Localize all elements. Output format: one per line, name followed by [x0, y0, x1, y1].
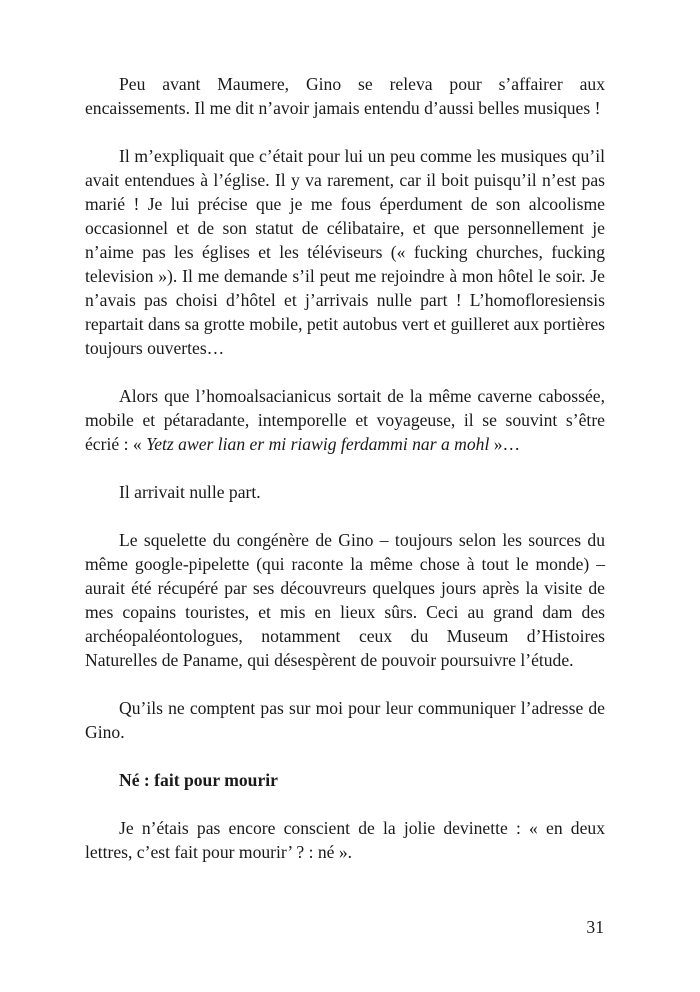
paragraph-3 [85, 384, 605, 456]
paragraph-6: Qu’ils ne comptent pas sur moi pour leur communiquer l’adresse de Gino. [85, 698, 605, 742]
page-number: 31 [586, 917, 604, 937]
paragraph-2: Il m’expliquait que c’était pour lui un peu comme les musiques qu’il avait entendues à l’église. Il y va rarement, car il boit puisqu’il n’est pas marié ! Je lui précise que je me fous éperdument de son alcoolisme occasionnel et de son statut de célibataire, et que personnellement je n’aime pas les églises et les téléviseurs (« fucking churches, fucking television »). Il me demande s’il peut me rejoindre à mon hôtel le soir. Je n’avais pas choisi d’hôtel et j’arrivais nulle part ! L’homofloresiensis repartait dans sa grotte mobile, petit autobus vert et guilleret aux portières toujours ouvertes… [85, 146, 605, 358]
paragraph-4: Il arrivait nulle part. [119, 482, 261, 502]
paragraph-5: Le squelette du congénère de Gino – toujours selon les sources du même google-pipelette (qui raconte la même chose à tout le monde) – aurait été récupéré par ses découvreurs quelques jours après la visite de mes copains touristes, et mis en lieux sûrs. Ceci au grand dam des archéopaléontologues, notamment ceux du Museum d’Histoires Naturelles de Paname, qui désespèrent de pouvoir poursuivre l’étude. [85, 530, 605, 670]
section-heading: Né : fait pour mourir [119, 770, 278, 790]
alsatian-quote: Yetz awer lian er mi riawig ferdammi nar a mohl [146, 434, 490, 454]
paragraph-3-text-after: »… [489, 434, 521, 454]
paragraph-3-text-before: Alors que l’homoalsacianicus sortait de la même caverne cabossée, mobile et pétaradante, intemporelle et voyageuse, il se souvint s’être écrié : « [85, 386, 605, 454]
paragraph-1: Peu avant Maumere, Gino se releva pour s’affairer aux encaissements. Il me dit n’avoir jamais entendu d’aussi belles musiques ! [85, 74, 605, 118]
closing-paragraph: Je n’étais pas encore conscient de la jolie devinette : « en deux lettres, c’est fait pour mourir’ ? : né ». [85, 818, 605, 862]
body-text [85, 72, 605, 888]
